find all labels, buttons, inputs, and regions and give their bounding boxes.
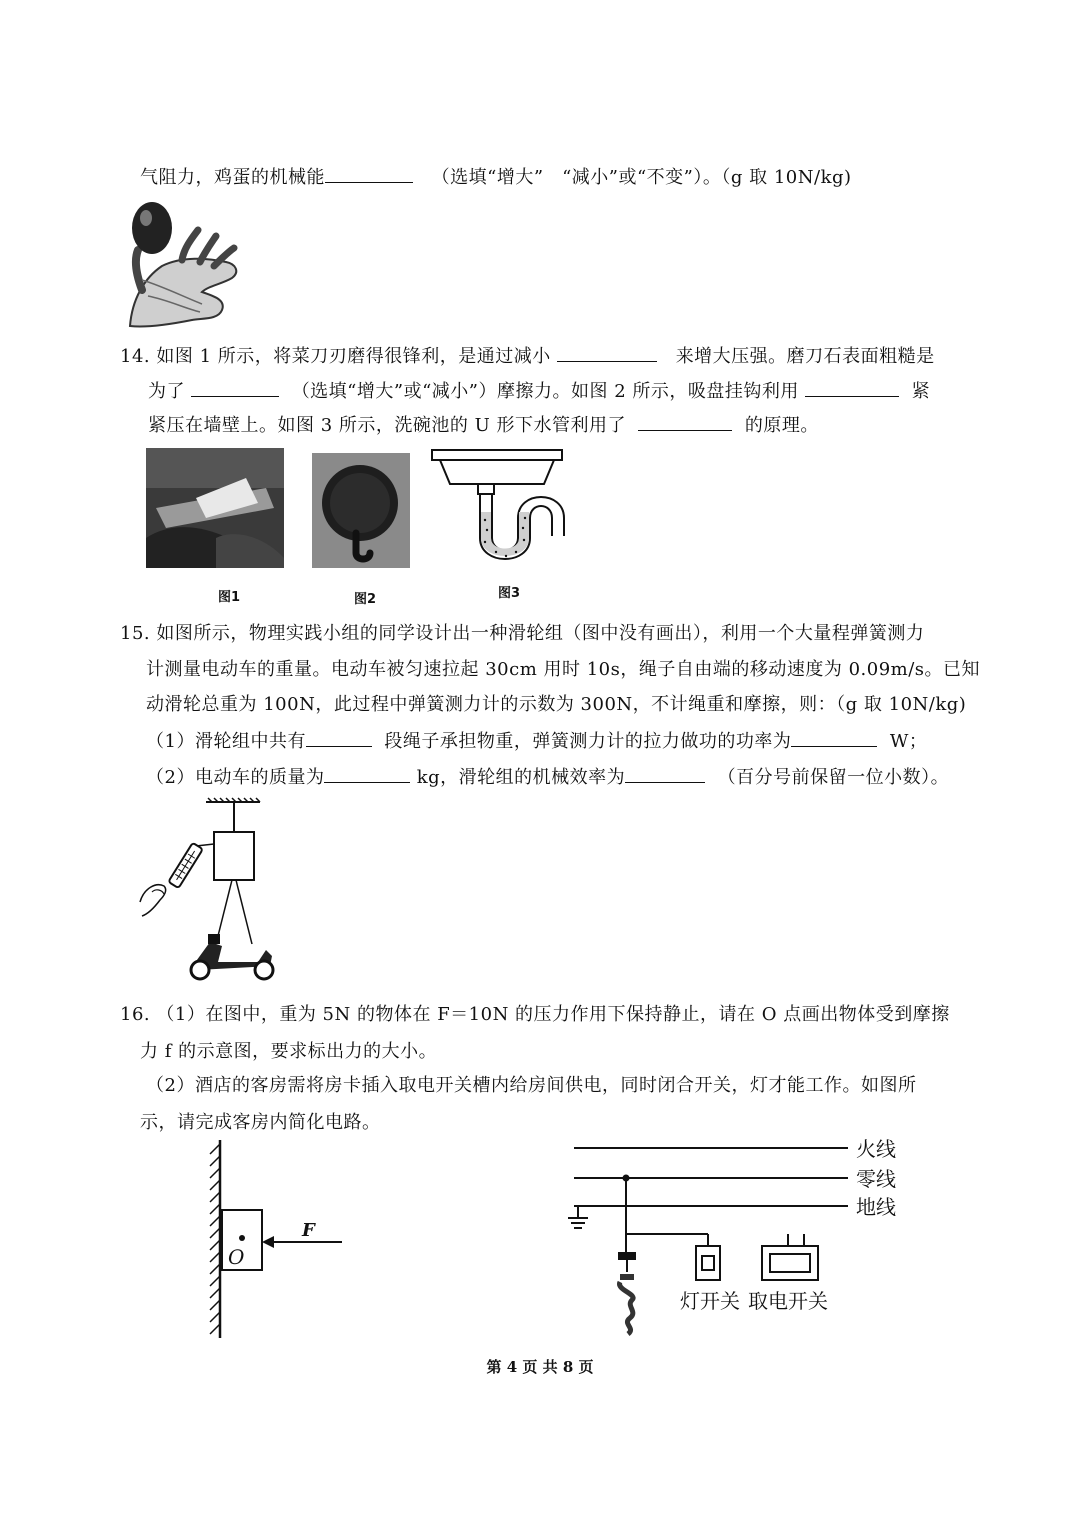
q14-text: 的原理。 xyxy=(744,415,819,436)
q15-text: W； xyxy=(889,731,928,752)
force-f-label: F xyxy=(302,1220,315,1241)
figure-2-suction-hook-photo xyxy=(312,453,410,568)
q15-text: （2）电动车的质量为 xyxy=(146,767,325,788)
q14-number: 14. xyxy=(120,346,151,367)
q15-sub1 xyxy=(146,727,927,753)
q13-text-a: 气阻力，鸡蛋的机械能 xyxy=(140,167,325,188)
q15-line1 xyxy=(120,619,924,645)
q14-text: 紧压在墙壁上。如图 3 所示，洗碗池的 U 形下水管利用了 xyxy=(148,415,627,436)
light-switch-label: 灯开关 xyxy=(680,1289,740,1313)
figure-3-u-trap-diagram xyxy=(430,448,570,568)
q13-blank[interactable] xyxy=(325,168,413,183)
q15-blank-1[interactable] xyxy=(306,732,372,747)
power-switch-label: 取电开关 xyxy=(748,1289,828,1313)
q15-text: 如图所示，物理实践小组的同学设计出一种滑轮组（图中没有画出），利用一个大量程弹簧测力 xyxy=(156,623,925,644)
q15-pulley-figure xyxy=(134,796,284,982)
q14-text: 紧 xyxy=(911,381,931,402)
q15-text: （1）滑轮组中共有 xyxy=(146,731,306,752)
q14-blank-1[interactable] xyxy=(557,347,657,362)
q16-line2: 力 f 的示意图，要求标出力的大小。 xyxy=(140,1041,438,1062)
point-o-label: O xyxy=(228,1245,245,1269)
q16-circuit-figure xyxy=(560,1130,920,1340)
q16-line4: 示，请完成客房内简化电路。 xyxy=(140,1112,381,1133)
q15-sub2 xyxy=(146,763,949,789)
q14-line2 xyxy=(148,377,930,403)
q14-text: （选填“增大”或“减小”）摩擦力。如图 2 所示，吸盘挂钩利用 xyxy=(291,381,799,402)
q16-wall-block-figure xyxy=(200,1140,360,1340)
ground-wire-label: 地线 xyxy=(856,1195,896,1219)
q15-number: 15. xyxy=(120,623,151,644)
figure-1-knife-photo xyxy=(146,448,284,568)
q15-blank-4[interactable] xyxy=(625,768,705,783)
q13-line1 xyxy=(140,163,852,189)
live-wire-label: 火线 xyxy=(856,1137,896,1161)
q14-blank-3[interactable] xyxy=(805,382,899,397)
q15-blank-2[interactable] xyxy=(791,732,877,747)
q16-line3: （2）酒店的客房需将房卡插入取电开关槽内给房间供电，同时闭合开关，灯才能工作。如图所 xyxy=(146,1075,917,1096)
figure-1-caption: 图1 xyxy=(218,590,241,605)
figure-2-caption: 图2 xyxy=(354,592,377,607)
q16-text: （1）在图中，重为 5N 的物体在 F＝10N 的压力作用下保持静止，请在 O 点画出物体受到摩擦 xyxy=(156,1004,950,1025)
q14-text: 如图 1 所示，将菜刀刃磨得很锋利，是通过减小 xyxy=(156,346,551,367)
q15-line3: 动滑轮总重为 100N，此过程中弹簧测力计的示数为 300N，不计绳重和摩擦，则：（g 取 10N/kg) xyxy=(146,694,967,715)
q14-text: 为了 xyxy=(148,381,185,402)
egg-hand-image xyxy=(122,200,252,330)
q15-text: 段绳子承担物重，弹簧测力计的拉力做功的功率为 xyxy=(384,731,792,752)
q14-line3 xyxy=(148,411,819,437)
q16-line1 xyxy=(120,1000,950,1026)
q15-line2: 计测量电动车的重量。电动车被匀速拉起 30cm 用时 10s，绳子自由端的移动速度为 0.09m/s。已知 xyxy=(146,659,981,680)
q15-blank-3[interactable] xyxy=(324,768,410,783)
page-footer: 第 4 页 共 8 页 xyxy=(486,1358,594,1376)
q14-line1 xyxy=(120,342,935,368)
q14-text: 来增大压强。磨刀石表面粗糙是 xyxy=(675,346,935,367)
figure-3-caption: 图3 xyxy=(498,586,521,601)
q15-text: kg，滑轮组的机械效率为 xyxy=(416,767,626,788)
neutral-wire-label: 零线 xyxy=(856,1167,896,1191)
q14-blank-2[interactable] xyxy=(191,382,279,397)
q16-number: 16. xyxy=(120,1004,151,1025)
q15-text: （百分号前保留一位小数）。 xyxy=(717,767,950,788)
q14-blank-4[interactable] xyxy=(638,416,732,431)
q13-text-b: （选填“增大” “减小”或“不变”）。（g 取 10N/kg) xyxy=(431,167,852,188)
